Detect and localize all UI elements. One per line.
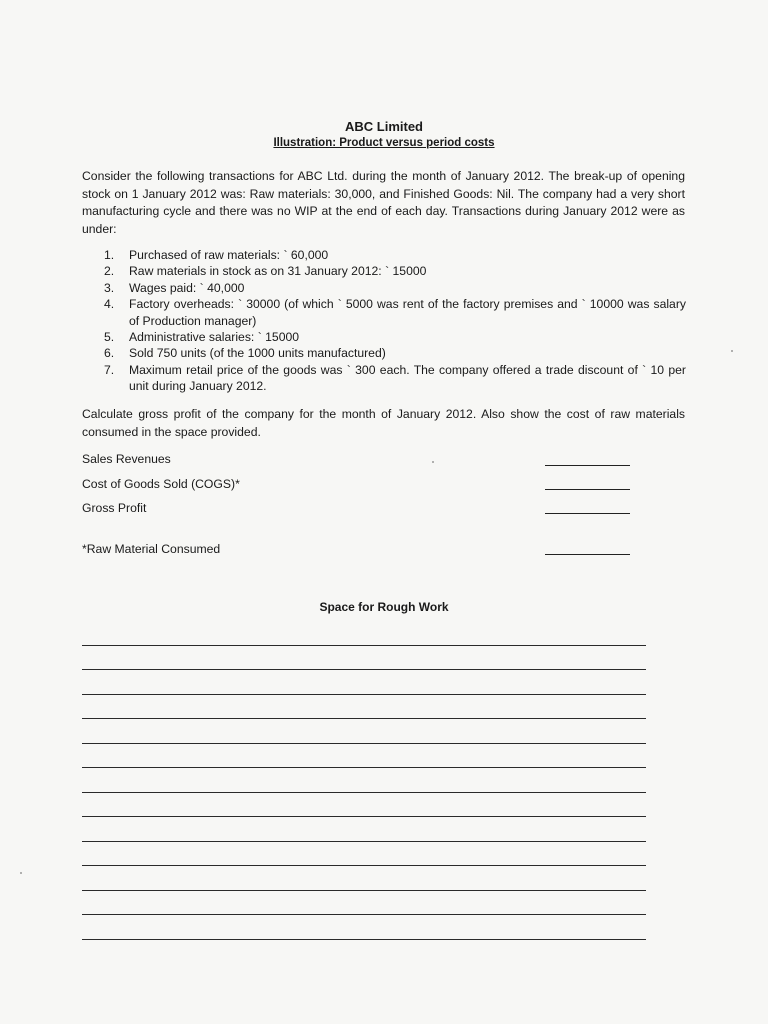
item-number: 1. (104, 248, 115, 262)
item-text: Raw materials in stock as on 31 January 2012: ` 15000 (129, 264, 427, 279)
list-item (104, 362, 686, 395)
list-item (104, 263, 686, 279)
item-number: 4. (104, 297, 115, 312)
rough-line[interactable] (82, 645, 646, 646)
scan-speck (731, 350, 733, 352)
rough-line[interactable] (82, 816, 646, 817)
question-paragraph: Calculate gross profit of the company for the month of January 2012. Also show the cost of raw materials consumed in the space provided. (82, 407, 685, 439)
cogs-label: Cost of Goods Sold (COGS)* (82, 477, 240, 491)
raw-material-blank[interactable] (545, 554, 630, 555)
rough-line[interactable] (82, 767, 646, 768)
document-subtitle: Illustration: Product versus period costs (273, 137, 495, 149)
item-number: 2. (104, 264, 115, 279)
rough-line[interactable] (82, 669, 646, 670)
rough-line[interactable] (82, 718, 646, 719)
rough-line[interactable] (82, 865, 646, 866)
gross-profit-blank[interactable] (545, 513, 630, 514)
list-item (104, 329, 686, 345)
item-text: Maximum retail price of the goods was ` 300 each. The company offered a trade discount of ` 10 per unit during January 2012. (129, 362, 686, 394)
scan-speck (432, 461, 434, 463)
cogs-blank[interactable] (545, 489, 630, 490)
item-number: 6. (104, 346, 115, 361)
item-number: 7. (104, 362, 115, 377)
sales-revenues-label: Sales Revenues (82, 452, 171, 466)
rough-line[interactable] (82, 792, 646, 793)
rough-work-title: Space for Rough Work (319, 600, 449, 614)
gross-profit-label: Gross Profit (82, 501, 147, 515)
item-text: Purchased of raw materials: ` 60,000 (129, 248, 329, 262)
rough-line[interactable] (82, 939, 646, 940)
item-text: Factory overheads: ` 30000 (of which ` 5000 was rent of the factory premises and ` 10000 was salary of Production manager) (129, 297, 686, 328)
rough-line[interactable] (82, 914, 646, 915)
scan-speck (20, 872, 22, 874)
list-item (104, 280, 686, 296)
sales-revenues-blank[interactable] (545, 465, 630, 466)
item-number: 5. (104, 330, 115, 345)
item-text: Administrative salaries: ` 15000 (129, 330, 300, 345)
rough-line[interactable] (82, 743, 646, 744)
rough-line[interactable] (82, 841, 646, 842)
item-text: Sold 750 units (of the 1000 units manufactured) (129, 346, 386, 361)
list-item (104, 296, 686, 329)
rough-line[interactable] (82, 694, 646, 695)
item-number: 3. (104, 280, 115, 295)
item-text: Wages paid: ` 40,000 (129, 280, 245, 295)
transaction-list (104, 247, 686, 395)
document-title: ABC Limited (345, 119, 423, 134)
list-item (104, 345, 686, 361)
list-item (104, 247, 686, 263)
rough-line[interactable] (82, 890, 646, 891)
intro-paragraph: Consider the following transactions for ABC Ltd. during the month of January 2012. The break-up of opening stock on 1 January 2012 was: Raw materials: 30,000, and Finished Goods: Nil. The company had a very short manufacturing cycle and there was no WIP at the end of each day. Transactions during January 2012 were as under: (82, 169, 685, 236)
raw-material-label: *Raw Material Consumed (82, 542, 221, 556)
